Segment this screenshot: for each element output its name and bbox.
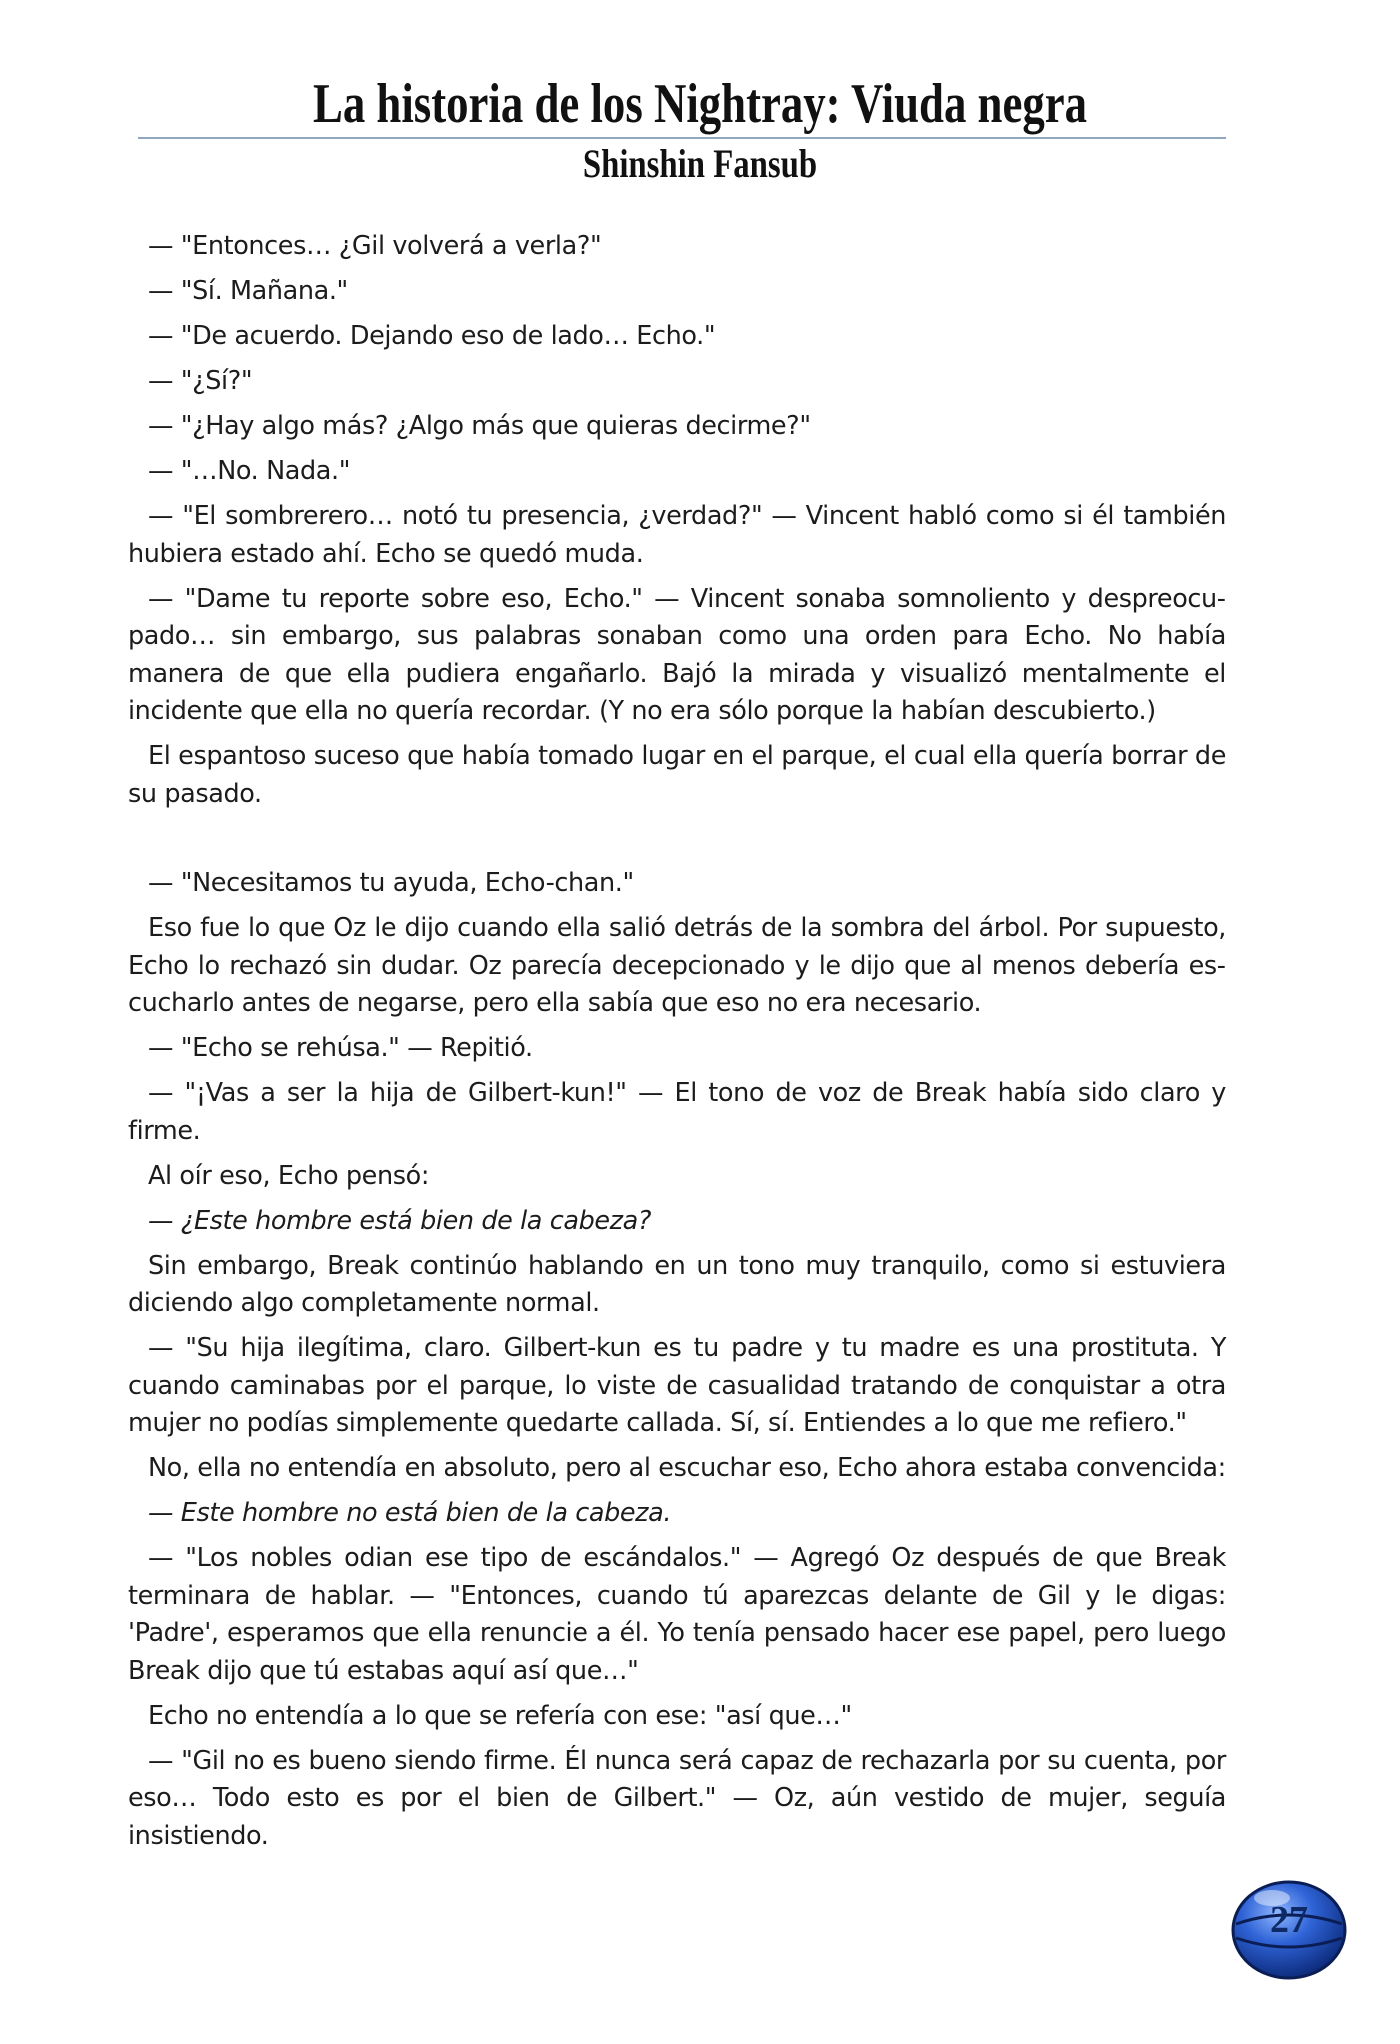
paragraph: — "El sombrerero… notó tu presencia, ¿verdad?" — Vincent habló como si él también hubiera estado ahí. Echo se quedó muda. — [128, 501, 1226, 569]
paragraph: Al oír eso, Echo pensó: — [148, 1160, 430, 1191]
page-number: 27 — [1270, 1899, 1308, 1941]
paragraph: — "Necesitamos tu ayuda, Echo-chan." — [148, 868, 634, 898]
paragraph: — "Entonces… ¿Gil volverá a verla?" — [148, 231, 602, 261]
paragraph: El espantoso suceso que había tomado lugar en el parque, el cual ella quería borrar de su pasado. — [128, 741, 1226, 809]
paragraph: — "Echo se rehúsa." — Repitió. — [148, 1033, 533, 1063]
paragraph: — "Dame tu reporte sobre eso, Echo." — Vincent sonaba somnoliento y despreocupado… sin embargo, sus palabras sonaban como una orden para Echo. No había manera de que ella pudiera engañarlo. Bajó la mirada y visualizó mentalmente el incidente que ella no quería recordar. (Y no era sólo porque la habían descubierto.) — [128, 583, 1226, 726]
paragraph: — "¿Sí?" — [148, 366, 253, 396]
paragraph: — "Los nobles odian ese tipo de escándalos." — Agregó Oz después de que Break terminara de hablar. — "Entonces, cuando tú aparezcas delante de Gil y le digas: 'Padre', esperamos que ella renuncie a él. Yo tenía pensado hacer ese papel, pero luego Break dijo que tú estabas aquí así que…" — [128, 1543, 1226, 1686]
paragraph: Eso fue lo que Oz le dijo cuando ella salió detrás de la sombra del árbol. Por supuesto, Echo lo rechazó sin dudar. Oz parecía decepcionado y le dijo que al menos debería escucharlo antes de negarse, pero ella sabía que eso no era necesario. — [128, 913, 1226, 1018]
paragraph: — "Su hija ilegítima, claro. Gilbert-kun es tu padre y tu madre es una prostituta. Y cuando caminabas por el parque, lo viste de casualidad tratando de conquistar a otra mujer no podías simplemente quedarte callada. Sí, sí. Entiendes a lo que me refiero." — [128, 1333, 1226, 1438]
italic-thought: — Este hombre no está bien de la cabeza. — [148, 1498, 672, 1528]
title-divider — [138, 137, 1226, 139]
document-subtitle: Shinshin Fansub — [582, 141, 818, 186]
document-title: La historia de los Nightray: Viuda negra — [312, 73, 1088, 135]
paragraph: — "¡Vas a ser la hija de Gilbert-kun!" — El tono de voz de Break había sido claro y firme. — [128, 1078, 1226, 1146]
paragraph: — "Sí. Mañana." — [148, 276, 348, 306]
paragraph: — "¿Hay algo más? ¿Algo más que quieras decirme?" — [148, 411, 811, 441]
paragraph: No, ella no entendía en absoluto, pero al escuchar eso, Echo ahora estaba convencida: — [148, 1453, 1226, 1483]
paragraph: — "…No. Nada." — [148, 456, 351, 486]
paragraph: Echo no entendía a lo que se refería con ese: "así que…" — [148, 1700, 852, 1731]
paragraph: — "Gil no es bueno siendo firme. Él nunca será capaz de rechazarla por su cuenta, por eso… Todo esto es por el bien de Gilbert." — Oz, aún vestido de mujer, seguía insistiendo. — [128, 1745, 1226, 1851]
paragraph: Sin embargo, Break continúo hablando en un tono muy tranquilo, como si estuviera diciendo algo completamente normal. — [128, 1250, 1226, 1318]
body-text — [128, 228, 1226, 1863]
paragraph: — "De acuerdo. Dejando eso de lado… Echo." — [148, 321, 716, 351]
italic-thought: — ¿Este hombre está bien de la cabeza? — [148, 1205, 651, 1236]
